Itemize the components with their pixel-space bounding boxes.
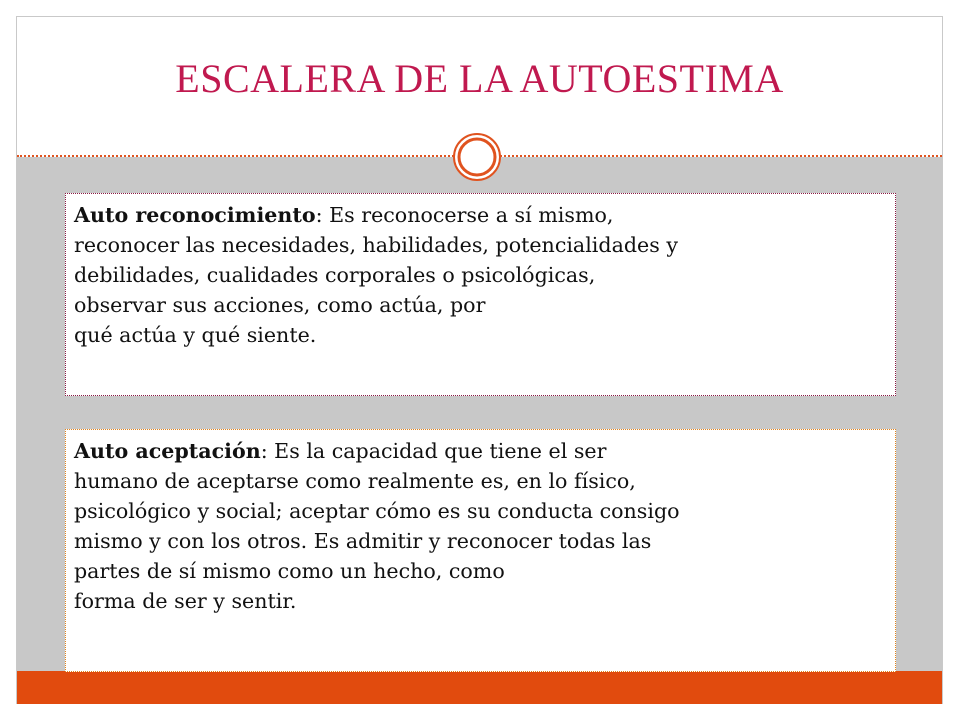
box2-line-4: partes de sí mismo como un hecho, como — [74, 559, 505, 583]
circle-ornament-icon — [452, 132, 502, 182]
box1-line-1: reconocer las necesidades, habilidades, potencialidades y — [74, 233, 678, 257]
box1-line-4: qué actúa y qué siente. — [74, 323, 317, 347]
box1-line-0-text: : Es reconocerse a sí mismo, — [315, 203, 614, 227]
box2-line-5: forma de ser y sentir. — [74, 589, 297, 613]
footer-bar — [17, 671, 942, 704]
box1-line-3: observar sus acciones, como actúa, por — [74, 293, 486, 317]
auto-aceptacion-box — [65, 429, 896, 672]
box2-term: Auto aceptación — [74, 439, 261, 463]
box1-line-0 — [74, 200, 887, 230]
box1-line-2: debilidades, cualidades corporales o psicológicas, — [74, 263, 596, 287]
box2-line-3: mismo y con los otros. Es admitir y reconocer todas las — [74, 529, 652, 553]
box2-line-2: psicológico y social; aceptar cómo es su conducta consigo — [74, 499, 680, 523]
box2-line-1: humano de aceptarse como realmente es, en lo físico, — [74, 469, 636, 493]
box2-line-0 — [74, 436, 887, 466]
box1-term: Auto reconocimiento — [74, 203, 316, 227]
auto-reconocimiento-box — [65, 193, 896, 396]
box2-line-0-text: : Es la capacidad que tiene el ser — [260, 439, 607, 463]
slide-title: ESCALERA DE LA AUTOESTIMA — [175, 56, 784, 101]
